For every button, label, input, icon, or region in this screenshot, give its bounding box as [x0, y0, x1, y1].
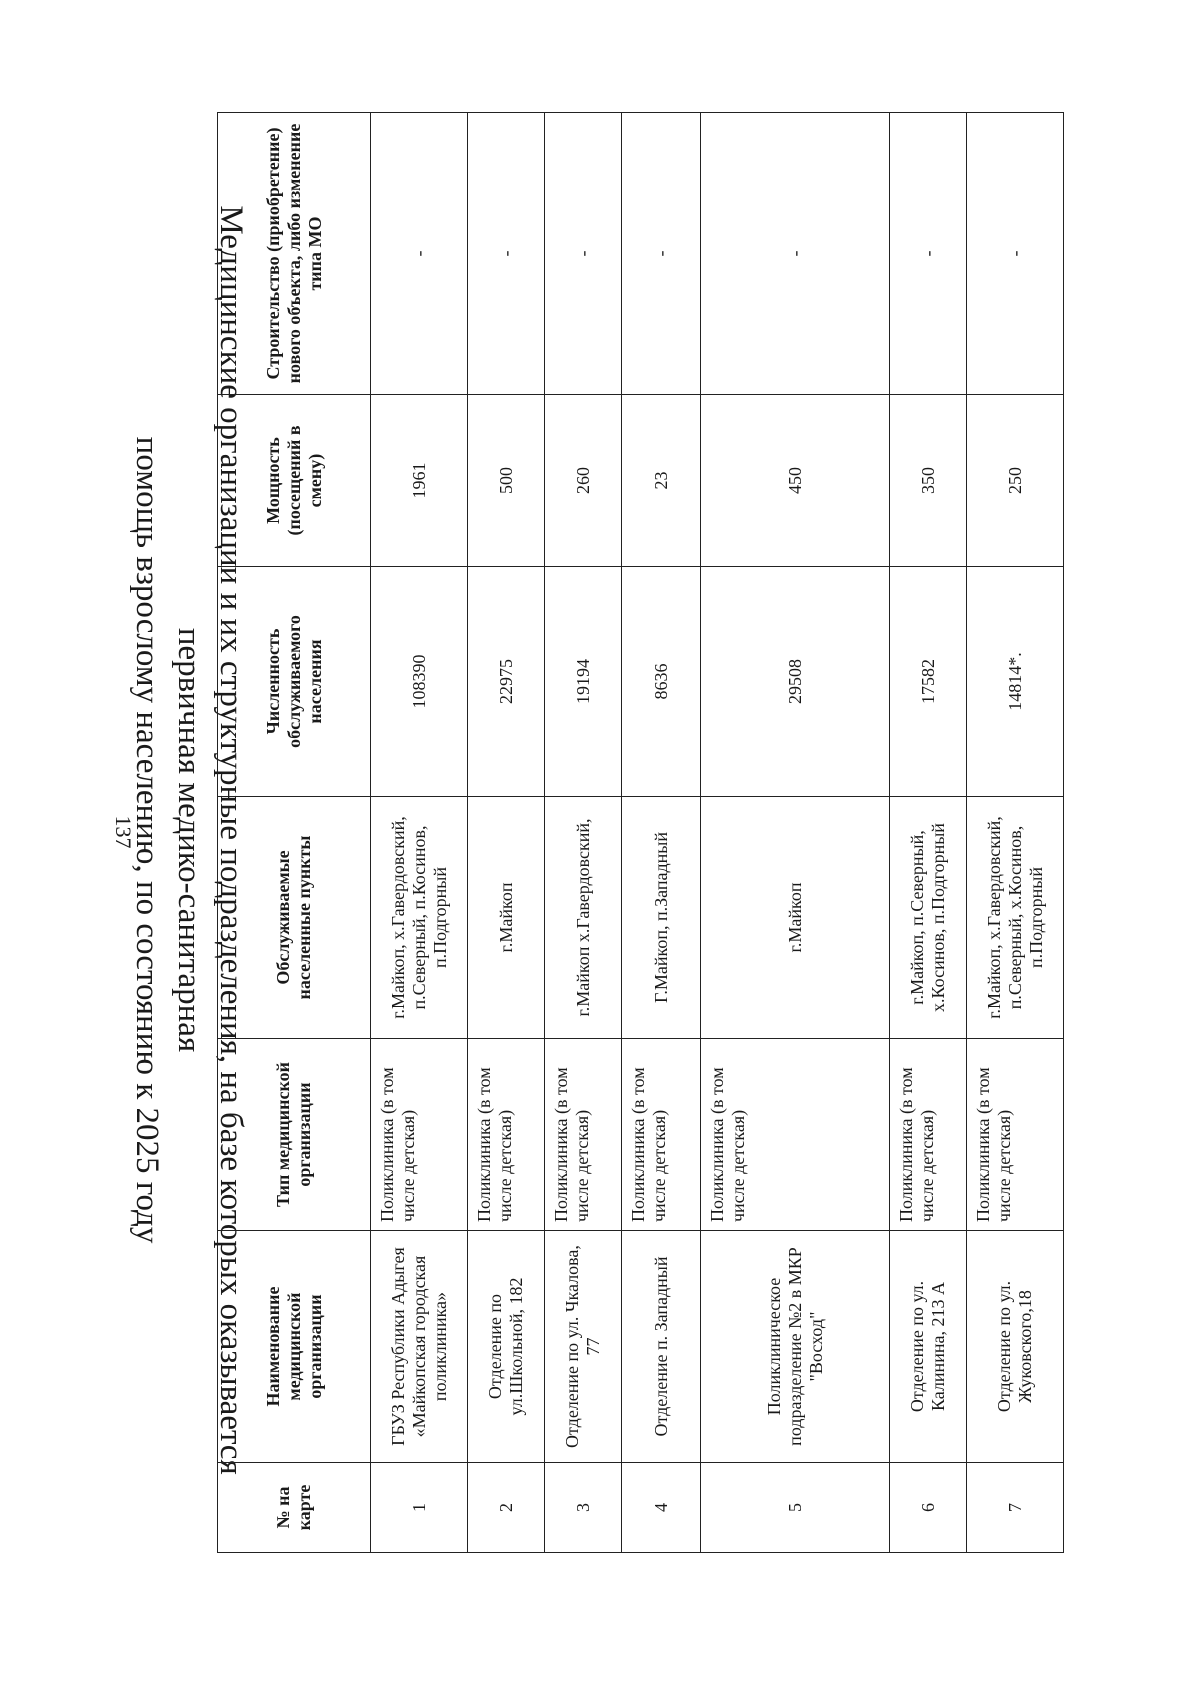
cell-points: г.Майкоп, х.Гавердовский, п.Северный, х.Косинов, п.Подгорный [967, 797, 1064, 1039]
cell-name: Отделение по ул.Школьной, 182 [468, 1231, 545, 1463]
page-number: 137 [111, 815, 136, 849]
cell-type: Поликлиника (в том числе детская) [468, 1039, 545, 1231]
cell-points: г.Майкоп, х.Гавердовский, п.Северный, п.Косинов, п.Подгорный [371, 797, 468, 1039]
cell-population: 8636 [622, 567, 701, 797]
table-row [701, 113, 890, 1553]
cell-construction: - [701, 113, 890, 395]
header-type: Тип медицинской организации [218, 1039, 371, 1231]
cell-population: 17582 [890, 567, 967, 797]
table-row [890, 113, 967, 1553]
cell-construction: - [545, 113, 622, 395]
header-construction: Строительство (приобретение) нового объекта, либо изменение типа МО [218, 113, 371, 395]
cell-capacity: 450 [701, 395, 890, 567]
header-name: Наименование медицинской организации [218, 1231, 371, 1463]
cell-capacity: 350 [890, 395, 967, 567]
cell-name: Поликлиническое подразделение №2 в МКР "Восход" [701, 1231, 890, 1463]
cell-num: 5 [701, 1463, 890, 1553]
cell-type: Поликлиника (в том числе детская) [545, 1039, 622, 1231]
cell-construction: - [890, 113, 967, 395]
header-points: Обслуживаемые населенные пункты [218, 797, 371, 1039]
cell-num: 7 [967, 1463, 1064, 1553]
cell-population: 19194 [545, 567, 622, 797]
cell-points: г.Майкоп х.Гавердовский, [545, 797, 622, 1039]
table-row [468, 113, 545, 1553]
cell-capacity: 1961 [371, 395, 468, 567]
cell-name: Отделение п. Западный [622, 1231, 701, 1463]
cell-population: 108390 [371, 567, 468, 797]
cell-points: Г.Майкоп, п.Западный [622, 797, 701, 1039]
medical-organizations-table [217, 112, 1064, 1553]
cell-num: 2 [468, 1463, 545, 1553]
title-line-2: помощь взрослому населению, по состоянию к 2025 году [129, 436, 165, 1244]
cell-name: Отделение по ул. Жуковского,18 [967, 1231, 1064, 1463]
cell-type: Поликлиника (в том числе детская) [371, 1039, 468, 1231]
cell-type: Поликлиника (в том числе детская) [890, 1039, 967, 1231]
cell-type: Поликлиника (в том числе детская) [967, 1039, 1064, 1231]
cell-type: Поликлиника (в том числе детская) [701, 1039, 890, 1231]
header-row [218, 113, 371, 1553]
cell-population: 29508 [701, 567, 890, 797]
table-row [967, 113, 1064, 1553]
header-num: № на карте [218, 1463, 371, 1553]
cell-name: Отделение по ул. Чкалова, 77 [545, 1231, 622, 1463]
header-population: Численность обслуживаемого населения [218, 567, 371, 797]
cell-construction: - [622, 113, 701, 395]
cell-points: г.Майкоп [468, 797, 545, 1039]
table-row [622, 113, 701, 1553]
table-row [371, 113, 468, 1553]
cell-num: 4 [622, 1463, 701, 1553]
cell-capacity: 500 [468, 395, 545, 567]
cell-num: 3 [545, 1463, 622, 1553]
cell-population: 14814*. [967, 567, 1064, 797]
cell-num: 6 [890, 1463, 967, 1553]
cell-construction: - [371, 113, 468, 395]
cell-type: Поликлиника (в том числе детская) [622, 1039, 701, 1231]
cell-points: г.Майкоп, п.Северный, х.Косинов, п.Подгорный [890, 797, 967, 1039]
cell-construction: - [967, 113, 1064, 395]
table-row [545, 113, 622, 1553]
cell-points: г.Майкоп [701, 797, 890, 1039]
cell-population: 22975 [468, 567, 545, 797]
header-capacity: Мощность (посещений в смену) [218, 395, 371, 567]
cell-construction: - [468, 113, 545, 395]
cell-name: Отделение по ул. Калинина, 213 А [890, 1231, 967, 1463]
cell-name: ГБУЗ Республики Адыгея «Майкопская городская поликлиника» [371, 1231, 468, 1463]
cell-capacity: 250 [967, 395, 1064, 567]
title-line-1: Медицинские организации и их структурные подразделения, на базе которых оказывается первичная медико-санитарная [171, 205, 249, 1475]
cell-capacity: 23 [622, 395, 701, 567]
cell-num: 1 [371, 1463, 468, 1553]
cell-capacity: 260 [545, 395, 622, 567]
